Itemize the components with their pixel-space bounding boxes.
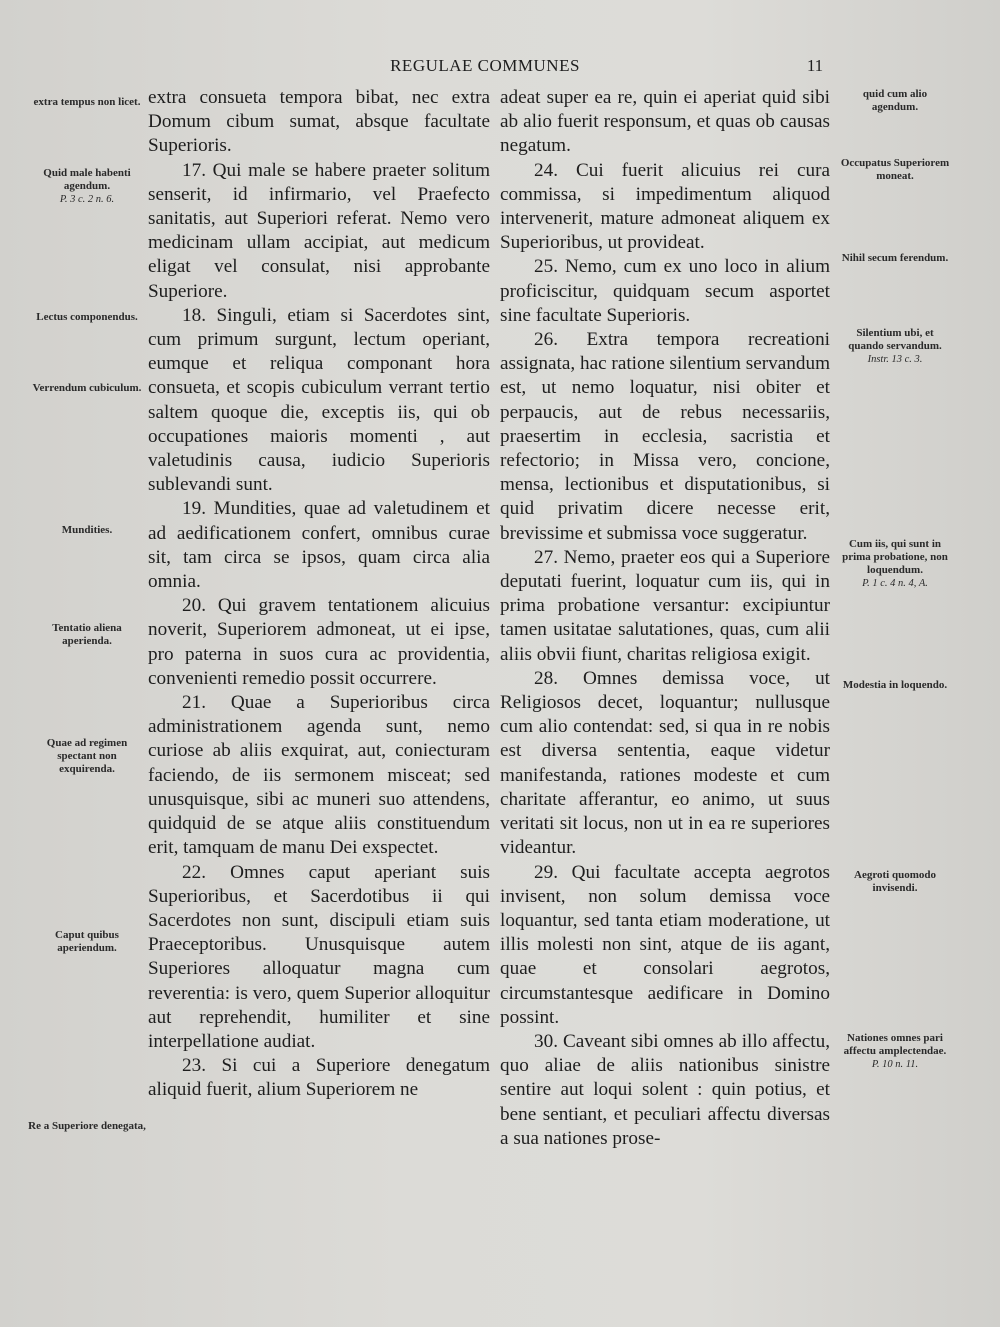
margin-note-reference: Instr. 13 c. 3. [867, 354, 923, 365]
margin-note-text: Nationes omnes pari affectu amplectendae. [843, 1032, 947, 1057]
margin-note-reference: P. 10 n. 11. [871, 1059, 919, 1070]
margin-note [28, 1120, 146, 1133]
margin-note [28, 622, 146, 648]
margin-note-text: Re a Superiore denegata, [28, 1120, 146, 1132]
rule-paragraph: 26. Extra tempora recreationi assignata, hac ratione silentium servandum est, ut nemo loquatur, nisi obiter et perpaucis, aut de rebus necessariis, praesertim in ecclesia, sacristia et refectorio; in Missa vero, concione, mensa, lectionibus et disputationibus, si quid privatim dicere necesse erit, brevissime et submissa voce suggeratur. [500, 329, 830, 544]
rule-paragraph: 19. Mundities, quae ad valetudinem et ad aedificationem confert, omnibus curae sit, tam circa se ipsos, quam circa alia omnia. [148, 498, 490, 593]
margin-note [28, 167, 146, 206]
margin-note [28, 382, 146, 395]
running-title: REGULAE COMMUNES [390, 56, 580, 75]
margin-note-text: Caput quibus aperiendum. [55, 929, 119, 954]
margin-note-text: Verrendum cubiculum. [32, 382, 142, 394]
right-text-column [500, 86, 830, 1151]
margin-note-text: Quid male habenti agendum. [43, 167, 131, 192]
rule-paragraph: adeat super ea re, quin ei aperiat quid sibi ab alio fuerit responsum, et quas ob causas negatum. [500, 87, 830, 157]
margin-note [28, 524, 146, 537]
margin-note [840, 679, 950, 692]
rule-paragraph: 25. Nemo, cum ex uno loco in alium proficiscitur, quidquam secum asportet sine facultate Superioris. [500, 256, 830, 326]
rule-paragraph: 24. Cui fuerit alicuius rei cura commissa, si impedimentum aliquod intervenerit, mature admoneat aliquem ex Superioribus, ut provideat. [500, 159, 830, 254]
margin-note [840, 157, 950, 183]
margin-note [840, 252, 950, 265]
margin-note-reference: P. 1 c. 4 n. 4, A. [862, 578, 928, 589]
rule-paragraph: 28. Omnes demissa voce, ut Religiosos decet, loquantur; nullusque cum alio contendat: sed, si qua in re nobis est diversa sententia, eaque videtur manifestanda, rationes modeste et cum charitate afferantur, eo animo, ut suus veritati sit locus, non ut in ea re superiores videantur. [500, 667, 830, 859]
margin-note-text: Cum iis, qui sunt in prima probatione, non loquendum. [842, 538, 948, 576]
margin-note-reference: P. 3 c. 2 n. 6. [59, 194, 115, 205]
margin-note-text: extra tempus non licet. [33, 96, 141, 108]
rule-paragraph: 22. Omnes caput aperiant suis Superioribus, et Sacerdotibus ii qui Sacerdotes non sunt, discipuli etiam suis Praeceptoribus. Unusquisque autem Superiores alloquatur magna cum reverentia: is vero, quem Superior alloquitur aut reprehendit, humiliter et sine interpellatione audiat. [148, 861, 490, 1052]
margin-note [840, 88, 950, 114]
rule-paragraph: 23. Si cui a Superiore denegatum aliquid fuerit, alium Superiorem ne [148, 1055, 490, 1101]
margin-note-text: Occupatus Superiorem moneat. [840, 157, 950, 182]
margin-note [840, 327, 950, 366]
rule-paragraph: 21. Quae a Superioribus circa administrationem agenda sunt, nemo curiose ab aliis exquirat, aut, coniecturam faciendo, de iis sermonem misceat; sed unusquisque, sibi ac muneri suo attendens, quidquid de se atque aliis constituendum erit, tamquam de manu Dei exspectet. [148, 692, 490, 859]
margin-note [840, 869, 950, 895]
margin-note-text: quid cum alio agendum. [862, 88, 928, 113]
rule-paragraph: 30. Caveant sibi omnes ab illo affectu, quo aliae de aliis nationibus sinistre sentire aut loqui solent : quin potius, et bene sentiant, et peculiari affectu diversas a sua nationes prose- [500, 1030, 830, 1149]
rule-paragraph: 29. Qui facultate accepta aegrotos invisent, non solum demissa voce loquantur, sed tanta etiam moderatione, ut illis molesti non sint, atque de iis agant, quae et consolari aegrotos, circumstantesque aedificare in Domino possint. [500, 861, 830, 1028]
margin-note [840, 538, 950, 590]
margin-note [28, 929, 146, 955]
left-text-column [148, 86, 490, 1103]
margin-note-text: Nihil secum ferendum. [841, 252, 949, 264]
margin-note-text: Modestia in loquendo. [842, 679, 948, 691]
margin-note [28, 737, 146, 776]
margin-note [28, 96, 146, 109]
margin-note-text: Lectus componendus. [36, 311, 138, 323]
margin-note-text: Tentatio aliena aperienda. [52, 622, 122, 647]
rule-paragraph: 20. Qui gravem tentationem alicuius noverit, Superiorem admoneat, ut ei ipse, pro paterna in suos cura ac providentia, convenienti remedio possit occurrere. [148, 595, 490, 689]
margin-note-text: Aegroti quomodo invisendi. [854, 869, 936, 894]
margin-note-text: Silentium ubi, et quando servandum. [848, 327, 942, 352]
page-number: 11 [806, 56, 824, 75]
rule-paragraph: 18. Singuli, etiam si Sacerdotes sint, cum primum surgunt, lectum operiant, eumque et reliqua componant hora consueta, et scopis cubiculum verrant tertio saltem quoque die, exceptis iis, qui ob occupationes maioris momenti , aut valetudinis causa, iudicio Superioris sublevandi sunt. [148, 304, 490, 496]
margin-note [28, 311, 146, 324]
rule-paragraph: 27. Nemo, praeter eos qui a Superiore deputati fuerint, loquatur cum iis, qui in prima probatione versantur: excipiuntur tamen usitatae salutationes, quas, cum alii aliis obvii fiunt, charitas religiosa exigit. [500, 546, 830, 665]
margin-note [840, 1032, 950, 1071]
rule-paragraph: extra consueta tempora bibat, nec extra Domum cibum sumat, absque facultate Superioris. [148, 87, 490, 157]
margin-note-text: Mundities. [61, 524, 113, 536]
rule-paragraph: 17. Qui male se habere praeter solitum senserit, id infirmario, vel Praefecto sanitatis, aut Superiori referat. Nemo vero medicinam ullam accipiat, aut medicum eligat vel consulat, nisi approbante Superiore. [148, 159, 490, 302]
margin-note-text: Quae ad regimen spectant non exquirenda. [46, 737, 128, 775]
